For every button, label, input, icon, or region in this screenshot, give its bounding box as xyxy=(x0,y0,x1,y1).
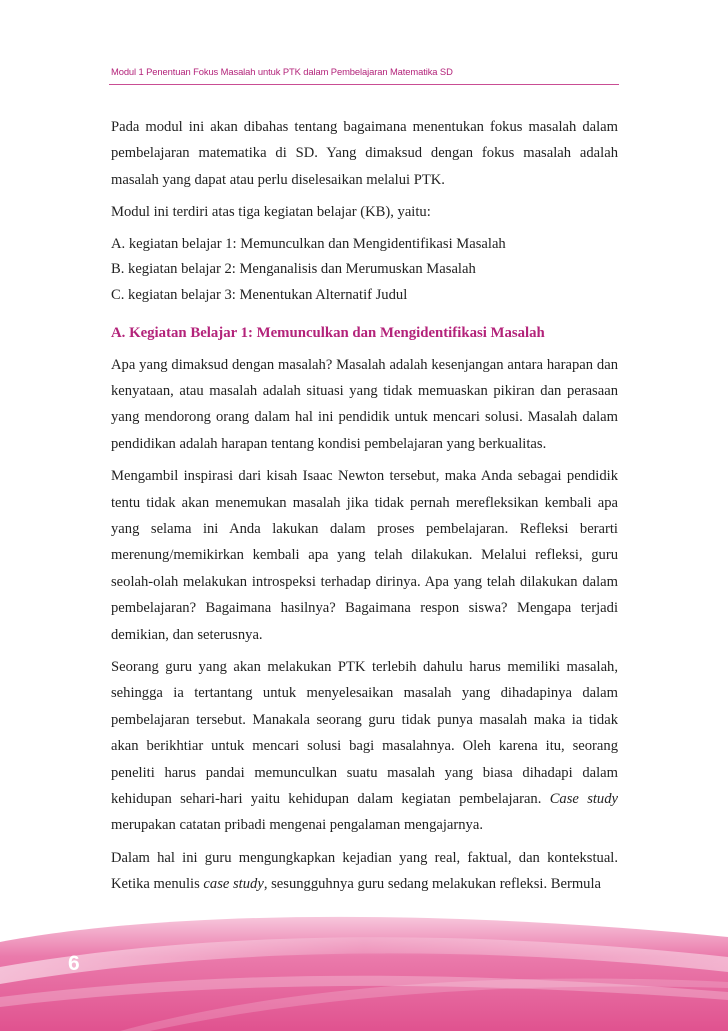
paragraph-refleksi: Mengambil inspirasi dari kisah Isaac Newton tersebut, maka Anda sebagai pendidik tentu tidak akan menemukan masalah jika tidak pernah merefleksikan kembali apa yang selama ini Anda lakukan dalam proses pembelajaran. Refleksi berarti merenung/memikirkan kembali apa yang telah dilakukan. Melalui refleksi, guru seolah-olah melakukan introspeksi terhadap dirinya. Apa yang telah dilakukan dalam pembelajaran? Bagaimana hasilnya? Bagaimana respon siswa? Mengapa terjadi demikian, dan seterusnya. xyxy=(111,468,618,643)
kb-list-item-b: B. kegiatan belajar 2: Menganalisis dan Merumuskan Masalah xyxy=(111,261,476,278)
intro-paragraph-1: Pada modul ini akan dibahas tentang bagaimana menentukan fokus masalah dalam pembelajaran matematika di SD. Yang dimaksud dengan fokus masalah adalah masalah yang dapat atau perlu diselesaikan melalui PTK. xyxy=(111,119,618,188)
body-text xyxy=(111,114,618,904)
text-run: Seorang guru yang akan melakukan PTK terlebih dahulu harus memiliki masalah, sehingga ia tertantang untuk menyelesaikan masalah yang dihadapinya dalam pembelajaran tersebut. Manakala seorang guru tidak punya masalah maka ia tidak akan berikhtiar untuk mencari solusi bagi masalahnya. Oleh karena itu, seorang peneliti harus pandai memunculkan suatu masalah yang biasa dihadapi dalam kehidupan sehari-hari yaitu kehidupan dalam kegiatan pembelajaran. xyxy=(111,659,618,808)
text-run: Dalam hal ini guru mengungkapkan kejadian yang real, faktual, dan kontekstual. Ketika menulis xyxy=(111,849,618,893)
paragraph-last xyxy=(111,845,618,898)
running-header: Modul 1 Penentuan Fokus Masalah untuk PTK dalam Pembelajaran Matematika SD xyxy=(111,66,453,77)
paragraph-masalah: Apa yang dimaksud dengan masalah? Masalah adalah kesenjangan antara harapan dan kenyataan, atau masalah adalah situasi yang tidak memuaskan pikiran dan perasaan yang mendorong orang dalam hal ini pendidik untuk mencari solusi. Masalah dalam pendidikan adalah harapan tentang kondisi pembelajaran yang berkualitas. xyxy=(111,356,618,452)
header-divider xyxy=(109,84,619,85)
kb-list xyxy=(111,232,618,309)
text-run: , sesungguhnya guru sedang melakukan refleksi. Bermula xyxy=(263,876,602,893)
kb-list-item-c: C. kegiatan belajar 3: Menentukan Alternatif Judul xyxy=(111,286,408,303)
footer-decoration xyxy=(0,912,728,1031)
section-heading: A. Kegiatan Belajar 1: Memunculkan dan Mengidentifikasi Masalah xyxy=(111,325,545,342)
paragraph-case-study xyxy=(111,654,618,839)
italic-term: case study xyxy=(203,876,264,893)
text-run: merupakan catatan pribadi mengenai pengalaman mengajarnya. xyxy=(111,817,483,834)
italic-term: Case study xyxy=(549,791,618,808)
page-number: 6 xyxy=(68,952,80,975)
kb-list-item-a: A. kegiatan belajar 1: Memunculkan dan Mengidentifikasi Masalah xyxy=(111,235,506,252)
intro-paragraph-2: Modul ini terdiri atas tiga kegiatan belajar (KB), yaitu: xyxy=(111,204,431,221)
